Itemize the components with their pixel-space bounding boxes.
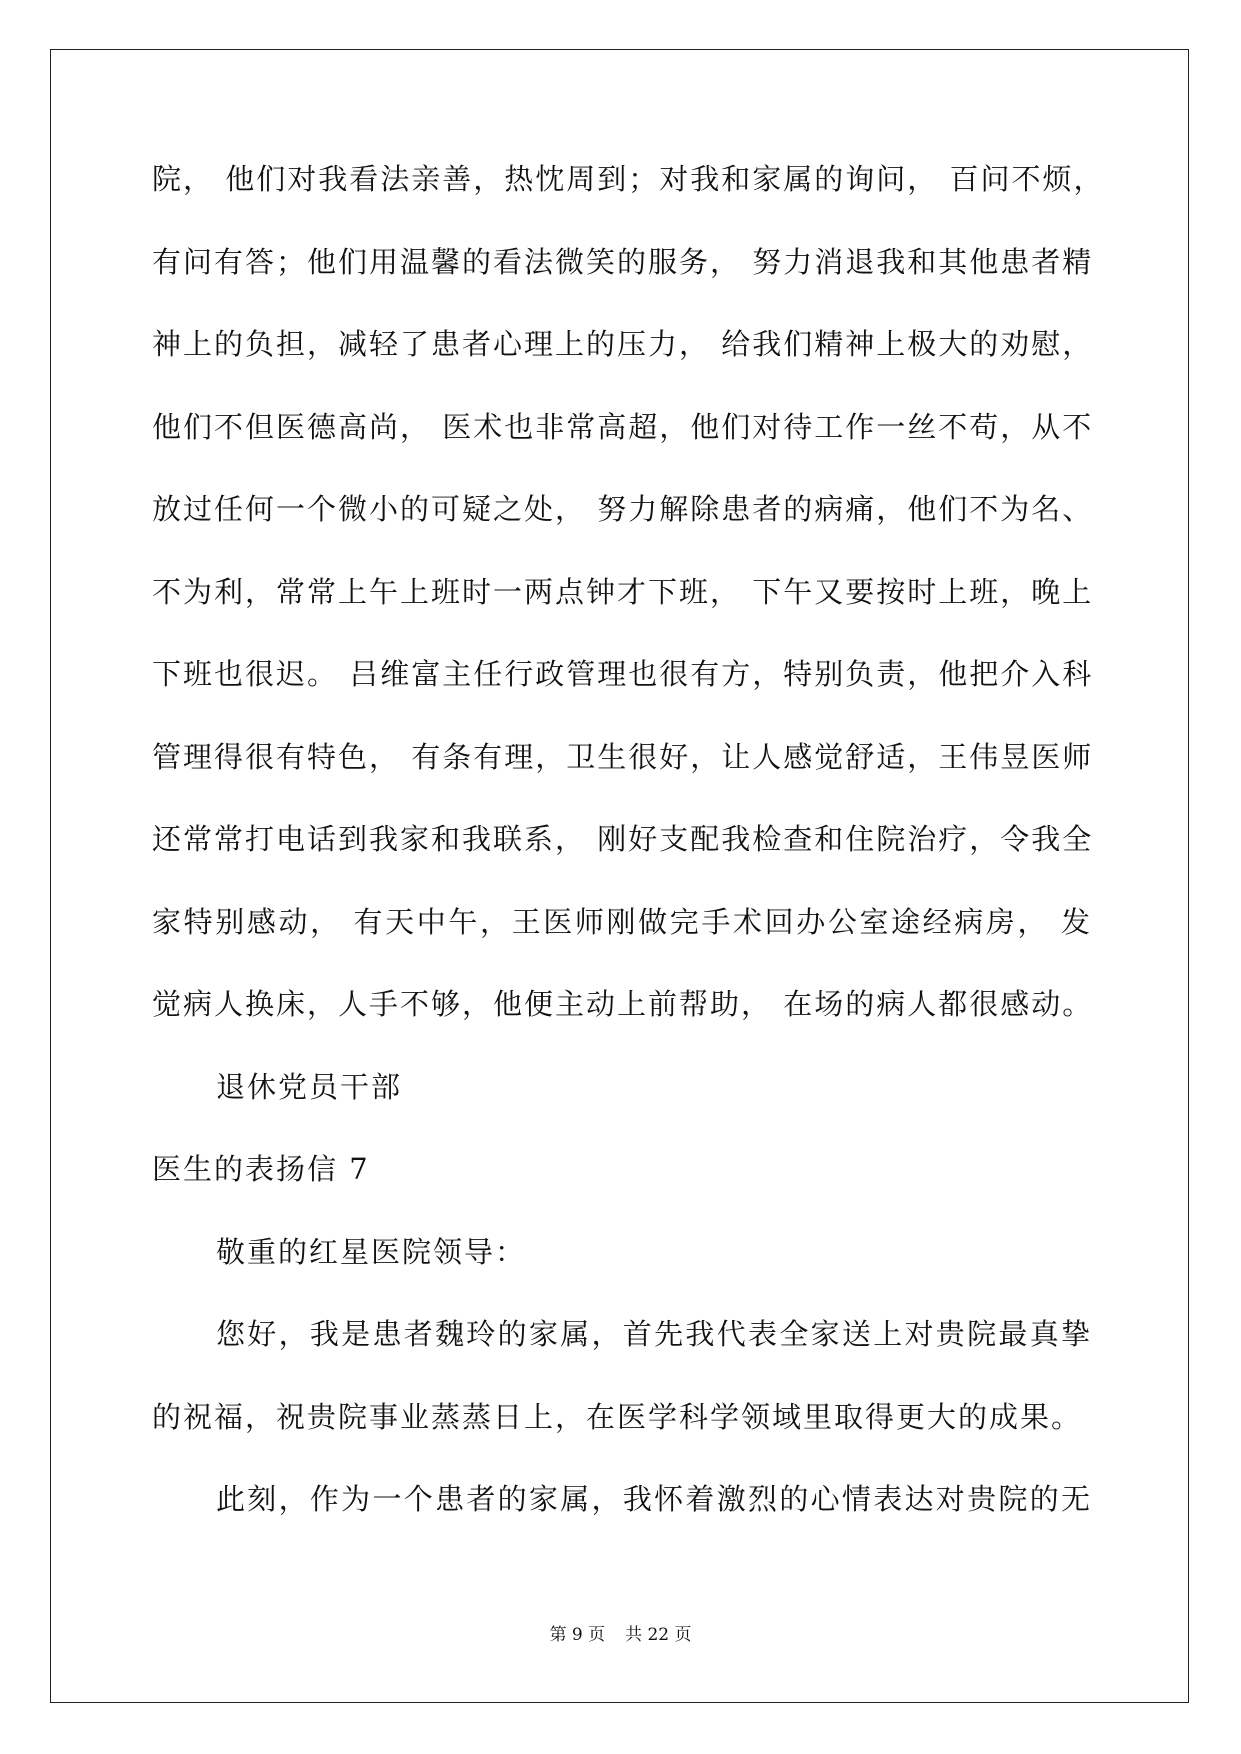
paragraph-line: 放过任何一个微小的可疑之处， 努力解除患者的病痛，他们不为名、 xyxy=(152,492,1094,526)
paragraph-line: 的祝福，祝贵院事业蒸蒸日上，在医学科学领域里取得更大的成果。 xyxy=(152,1399,1083,1434)
paragraph-line: 不为利，常常上午上班时一两点钟才下班， 下午又要按时上班，晚上 xyxy=(152,574,1094,609)
document-body xyxy=(152,162,1105,1567)
paragraph-line: 还常常打电话到我家和我联系， 刚好支配我检查和住院治疗，令我全 xyxy=(152,822,1094,856)
section-title: 医生的表扬信 7 xyxy=(152,1152,370,1186)
paragraph-line: 下班也很迟。 吕维富主任行政管理也很有方，特别负责，他把介入科 xyxy=(152,657,1094,691)
salutation: 敬重的红星医院领导： xyxy=(216,1234,527,1269)
paragraph-line: 觉病人换床，人手不够，他便主动上前帮助， 在场的病人都很感动。 xyxy=(152,987,1094,1021)
paragraph-line: 您好，我是患者魏玲的家属，首先我代表全家送上对贵院最真挚 xyxy=(216,1317,1092,1351)
paragraph-line: 院， 他们对我看法亲善，热忱周到；对我和家属的询问， 百问不烦， xyxy=(152,162,1105,196)
page-footer xyxy=(0,1620,1241,1645)
total-pages: 共 22 页 xyxy=(625,1625,692,1645)
page-number: 第 9 页 xyxy=(549,1625,606,1645)
paragraph-line: 神上的负担，减轻了患者心理上的压力， 给我们精神上极大的劝慰， xyxy=(152,327,1094,361)
paragraph-line: 此刻，作为一个患者的家属，我怀着激烈的心情表达对贵院的无 xyxy=(216,1482,1092,1516)
signature: 退休党员干部 xyxy=(216,1069,403,1104)
paragraph-line: 家特别感动， 有天中午，王医师刚做完手术回办公室途经病房， 发 xyxy=(152,904,1092,939)
paragraph-line: 他们不但医德高尚， 医术也非常高超，他们对待工作一丝不苟，从不 xyxy=(152,409,1094,444)
paragraph-line: 有问有答；他们用温馨的看法微笑的服务， 努力消退我和其他患者精 xyxy=(152,244,1094,279)
paragraph-line: 管理得很有特色， 有条有理，卫生很好，让人感觉舒适，王伟昱医师 xyxy=(152,739,1094,774)
